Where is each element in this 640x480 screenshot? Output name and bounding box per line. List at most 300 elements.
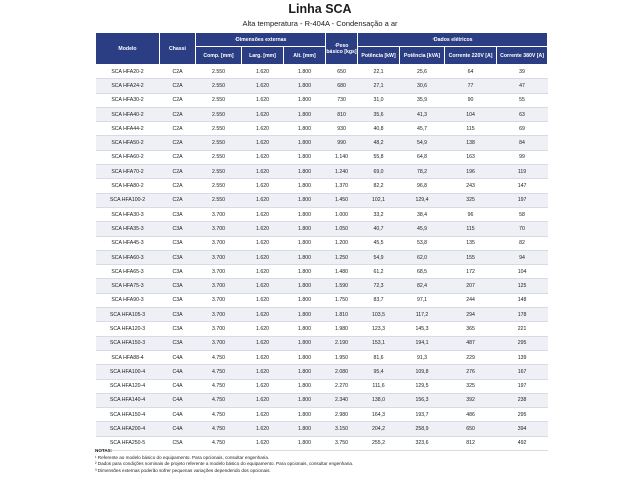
cell-corrente-380v: 55	[497, 93, 548, 107]
cell-comp: 4.750	[196, 436, 242, 450]
cell-chassi: C2A	[160, 93, 196, 107]
cell-comp: 3.700	[196, 236, 242, 250]
cell-modelo: SCA HFA105-3	[96, 308, 160, 322]
cell-comp: 4.750	[196, 379, 242, 393]
cell-potencia-kva: 323,6	[400, 436, 445, 450]
table-row	[96, 222, 548, 236]
cell-modelo: SCA HFA75-3	[96, 279, 160, 293]
cell-corrente-380v: 197	[497, 379, 548, 393]
cell-chassi: C3A	[160, 322, 196, 336]
cell-comp: 2.550	[196, 136, 242, 150]
cell-alt: 1.800	[284, 436, 326, 450]
cell-alt: 1.800	[284, 308, 326, 322]
cell-corrente-220v: 138	[445, 136, 497, 150]
cell-corrente-220v: 365	[445, 322, 497, 336]
cell-larg: 1.620	[242, 336, 284, 350]
cell-chassi: C2A	[160, 136, 196, 150]
cell-alt: 1.800	[284, 293, 326, 307]
cell-alt: 1.800	[284, 365, 326, 379]
cell-potencia-kw: 204,2	[358, 422, 400, 436]
cell-corrente-220v: 276	[445, 365, 497, 379]
cell-potencia-kw: 55,8	[358, 150, 400, 164]
cell-modelo: SCA HFA50-2	[96, 136, 160, 150]
cell-corrente-220v: 135	[445, 236, 497, 250]
cell-potencia-kw: 72,3	[358, 279, 400, 293]
cell-comp: 2.550	[196, 107, 242, 121]
cell-corrente-220v: 392	[445, 393, 497, 407]
cell-corrente-380v: 238	[497, 393, 548, 407]
cell-alt: 1.800	[284, 393, 326, 407]
cell-alt: 1.800	[284, 107, 326, 121]
page-subtitle: Alta temperatura - R-404A - Condensação a ar	[242, 19, 398, 28]
cell-alt: 1.800	[284, 408, 326, 422]
cell-corrente-380v: 39	[497, 65, 548, 79]
cell-chassi: C3A	[160, 207, 196, 221]
table-row	[96, 65, 548, 79]
cell-alt: 1.800	[284, 79, 326, 93]
cell-comp: 2.550	[196, 93, 242, 107]
cell-alt: 1.800	[284, 122, 326, 136]
cell-modelo: SCA HFA44-2	[96, 122, 160, 136]
table-row	[96, 165, 548, 179]
cell-larg: 1.620	[242, 408, 284, 422]
cell-potencia-kva: 78,2	[400, 165, 445, 179]
cell-corrente-380v: 139	[497, 350, 548, 364]
cell-comp: 2.550	[196, 165, 242, 179]
cell-peso: 3.750	[326, 436, 358, 450]
cell-corrente-220v: 64	[445, 65, 497, 79]
cell-potencia-kw: 33,2	[358, 207, 400, 221]
cell-corrente-380v: 63	[497, 107, 548, 121]
cell-potencia-kva: 145,3	[400, 322, 445, 336]
cell-chassi: C3A	[160, 308, 196, 322]
cell-corrente-220v: 115	[445, 122, 497, 136]
header-larg: Larg. [mm]	[242, 47, 284, 65]
cell-potencia-kw: 95,4	[358, 365, 400, 379]
header-dados-eletricos	[358, 33, 548, 47]
cell-modelo: SCA HFA60-2	[96, 150, 160, 164]
cell-corrente-220v: 77	[445, 79, 497, 93]
cell-potencia-kw: 123,3	[358, 322, 400, 336]
cell-modelo: SCA HFA45-3	[96, 236, 160, 250]
cell-larg: 1.620	[242, 207, 284, 221]
cell-alt: 1.800	[284, 265, 326, 279]
cell-corrente-380v: 47	[497, 79, 548, 93]
cell-comp: 2.550	[196, 150, 242, 164]
cell-chassi: C3A	[160, 250, 196, 264]
cell-comp: 4.750	[196, 408, 242, 422]
cell-chassi: C2A	[160, 79, 196, 93]
cell-larg: 1.620	[242, 150, 284, 164]
cell-potencia-kva: 64,8	[400, 150, 445, 164]
cell-larg: 1.620	[242, 265, 284, 279]
cell-larg: 1.620	[242, 107, 284, 121]
cell-comp: 4.750	[196, 422, 242, 436]
cell-larg: 1.620	[242, 293, 284, 307]
header-alt: Alt. [mm]	[284, 47, 326, 65]
cell-alt: 1.800	[284, 336, 326, 350]
cell-alt: 1.800	[284, 165, 326, 179]
cell-chassi: C3A	[160, 236, 196, 250]
cell-peso: 1.590	[326, 279, 358, 293]
cell-larg: 1.620	[242, 222, 284, 236]
cell-larg: 1.620	[242, 322, 284, 336]
cell-chassi: C2A	[160, 122, 196, 136]
cell-peso: 1.200	[326, 236, 358, 250]
cell-corrente-220v: 325	[445, 379, 497, 393]
cell-alt: 1.800	[284, 179, 326, 193]
cell-corrente-220v: 486	[445, 408, 497, 422]
cell-chassi: C2A	[160, 150, 196, 164]
cell-corrente-380v: 197	[497, 193, 548, 207]
cell-alt: 1.800	[284, 279, 326, 293]
cell-corrente-380v: 104	[497, 265, 548, 279]
cell-larg: 1.620	[242, 350, 284, 364]
cell-peso: 3.150	[326, 422, 358, 436]
cell-potencia-kva: 62,0	[400, 250, 445, 264]
cell-potencia-kva: 109,8	[400, 365, 445, 379]
cell-chassi: C4A	[160, 379, 196, 393]
cell-potencia-kw: 102,1	[358, 193, 400, 207]
cell-chassi: C5A	[160, 436, 196, 450]
cell-comp: 2.550	[196, 122, 242, 136]
cell-potencia-kva: 25,6	[400, 65, 445, 79]
note-line: ¹ Referente ao modelo básico do equipamento. Para opcionais, consultar engenharia.	[95, 454, 270, 460]
cell-potencia-kw: 45,5	[358, 236, 400, 250]
cell-potencia-kva: 41,3	[400, 107, 445, 121]
header-corrente-380v: Corrente 380V [A]	[497, 47, 548, 65]
cell-potencia-kw: 138,0	[358, 393, 400, 407]
cell-comp: 4.750	[196, 365, 242, 379]
table-row	[96, 379, 548, 393]
note-line: ² Dados para condições nominais de projeto referente a modelo básico do equipamento. Para opcionais, consultar engenharia.	[95, 461, 354, 467]
cell-corrente-220v: 294	[445, 308, 497, 322]
cell-comp: 2.550	[196, 179, 242, 193]
cell-potencia-kw: 82,2	[358, 179, 400, 193]
cell-potencia-kva: 91,3	[400, 350, 445, 364]
cell-modelo: SCA HFA90-3	[96, 293, 160, 307]
cell-chassi: C2A	[160, 193, 196, 207]
cell-corrente-380v: 148	[497, 293, 548, 307]
cell-modelo: SCA HFA35-3	[96, 222, 160, 236]
cell-comp: 2.550	[196, 193, 242, 207]
cell-corrente-220v: 812	[445, 436, 497, 450]
cell-chassi: C2A	[160, 179, 196, 193]
cell-corrente-220v: 104	[445, 107, 497, 121]
cell-corrente-220v: 229	[445, 350, 497, 364]
cell-potencia-kva: 68,5	[400, 265, 445, 279]
cell-comp: 3.700	[196, 207, 242, 221]
cell-modelo: SCA HFA30-2	[96, 93, 160, 107]
cell-peso: 1.750	[326, 293, 358, 307]
cell-alt: 1.800	[284, 350, 326, 364]
cell-comp: 3.700	[196, 250, 242, 264]
cell-potencia-kva: 53,8	[400, 236, 445, 250]
table-row	[96, 122, 548, 136]
cell-alt: 1.800	[284, 422, 326, 436]
cell-chassi: C2A	[160, 65, 196, 79]
cell-larg: 1.620	[242, 393, 284, 407]
cell-alt: 1.800	[284, 222, 326, 236]
cell-corrente-380v: 82	[497, 236, 548, 250]
cell-larg: 1.620	[242, 179, 284, 193]
cell-potencia-kw: 103,5	[358, 308, 400, 322]
table-row	[96, 422, 548, 436]
cell-alt: 1.800	[284, 236, 326, 250]
cell-peso: 2.080	[326, 365, 358, 379]
cell-larg: 1.620	[242, 279, 284, 293]
cell-corrente-380v: 221	[497, 322, 548, 336]
cell-corrente-220v: 207	[445, 279, 497, 293]
cell-larg: 1.620	[242, 93, 284, 107]
cell-potencia-kva: 45,7	[400, 122, 445, 136]
cell-corrente-220v: 96	[445, 207, 497, 221]
cell-chassi: C3A	[160, 222, 196, 236]
cell-modelo: SCA HFA20-2	[96, 65, 160, 79]
cell-peso: 730	[326, 93, 358, 107]
cell-corrente-220v: 155	[445, 250, 497, 264]
cell-potencia-kva: 129,4	[400, 193, 445, 207]
cell-larg: 1.620	[242, 308, 284, 322]
cell-peso: 1.140	[326, 150, 358, 164]
cell-corrente-380v: 295	[497, 408, 548, 422]
cell-modelo: SCA HFA200-4	[96, 422, 160, 436]
cell-potencia-kw: 111,6	[358, 379, 400, 393]
cell-peso: 1.370	[326, 179, 358, 193]
table-row	[96, 293, 548, 307]
notes-title: NOTAS:	[95, 448, 113, 453]
cell-corrente-380v: 492	[497, 436, 548, 450]
header-dimensoes-label: Dimensões externas	[235, 36, 287, 43]
cell-chassi: C2A	[160, 165, 196, 179]
cell-larg: 1.620	[242, 165, 284, 179]
cell-peso: 650	[326, 65, 358, 79]
table-row	[96, 79, 548, 93]
cell-potencia-kva: 97,1	[400, 293, 445, 307]
cell-alt: 1.800	[284, 65, 326, 79]
cell-corrente-220v: 163	[445, 150, 497, 164]
cell-modelo: SCA HFA250-5	[96, 436, 160, 450]
cell-larg: 1.620	[242, 422, 284, 436]
cell-peso: 2.270	[326, 379, 358, 393]
cell-modelo: SCA HFA70-2	[96, 165, 160, 179]
cell-corrente-220v: 650	[445, 422, 497, 436]
table-row	[96, 336, 548, 350]
header-chassi: Chassi	[160, 33, 196, 65]
table-row	[96, 93, 548, 107]
cell-potencia-kva: 54,9	[400, 136, 445, 150]
cell-chassi: C4A	[160, 422, 196, 436]
header-peso-note-mark: ¹	[334, 42, 336, 48]
cell-potencia-kw: 48,2	[358, 136, 400, 150]
cell-potencia-kva: 193,7	[400, 408, 445, 422]
cell-larg: 1.620	[242, 193, 284, 207]
cell-potencia-kva: 129,5	[400, 379, 445, 393]
cell-corrente-380v: 178	[497, 308, 548, 322]
header-potencia-kw: Potência [kW]	[358, 47, 400, 65]
cell-peso: 1.950	[326, 350, 358, 364]
cell-comp: 3.700	[196, 336, 242, 350]
cell-peso: 1.240	[326, 165, 358, 179]
cell-alt: 1.800	[284, 193, 326, 207]
cell-alt: 1.800	[284, 136, 326, 150]
cell-potencia-kw: 31,0	[358, 93, 400, 107]
cell-larg: 1.620	[242, 379, 284, 393]
cell-corrente-380v: 147	[497, 179, 548, 193]
cell-corrente-220v: 487	[445, 336, 497, 350]
cell-peso: 2.980	[326, 408, 358, 422]
header-dimensoes-note-mark: ¹	[234, 36, 236, 42]
cell-corrente-380v: 295	[497, 336, 548, 350]
cell-modelo: SCA HFA30-3	[96, 207, 160, 221]
cell-modelo: SCA HFA80-2	[96, 179, 160, 193]
cell-peso: 2.340	[326, 393, 358, 407]
cell-corrente-380v: 94	[497, 250, 548, 264]
cell-peso: 680	[326, 79, 358, 93]
cell-corrente-220v: 244	[445, 293, 497, 307]
note-line: ³ Dimensões externas poderão sofrer pequenas variações dependendo dos opcionais.	[95, 467, 271, 473]
header-peso-label: Peso básico [kgs]	[326, 42, 357, 55]
cell-peso: 1.810	[326, 308, 358, 322]
cell-potencia-kw: 81,6	[358, 350, 400, 364]
header-dados-note-mark: ²	[432, 36, 434, 42]
cell-corrente-380v: 99	[497, 150, 548, 164]
cell-peso: 810	[326, 107, 358, 121]
spec-table-body	[96, 65, 548, 451]
header-dados-label: Dados elétricos	[433, 36, 473, 43]
cell-chassi: C4A	[160, 408, 196, 422]
cell-chassi: C4A	[160, 350, 196, 364]
cell-corrente-380v: 58	[497, 207, 548, 221]
cell-potencia-kva: 30,6	[400, 79, 445, 93]
cell-chassi: C4A	[160, 365, 196, 379]
cell-potencia-kva: 194,1	[400, 336, 445, 350]
cell-modelo: SCA HFA140-4	[96, 393, 160, 407]
cell-peso: 1.480	[326, 265, 358, 279]
cell-comp: 3.700	[196, 308, 242, 322]
notes	[95, 448, 353, 474]
cell-comp: 4.750	[196, 350, 242, 364]
cell-peso: 1.050	[326, 222, 358, 236]
cell-comp: 4.750	[196, 393, 242, 407]
cell-potencia-kva: 156,3	[400, 393, 445, 407]
page-title: Linha SCA	[288, 2, 352, 16]
cell-comp: 3.700	[196, 265, 242, 279]
cell-peso: 1.450	[326, 193, 358, 207]
header-dimensoes	[196, 33, 326, 47]
cell-modelo: SCA HFA65-3	[96, 265, 160, 279]
cell-peso: 2.190	[326, 336, 358, 350]
cell-potencia-kva: 96,8	[400, 179, 445, 193]
cell-comp: 3.700	[196, 322, 242, 336]
table-row	[96, 179, 548, 193]
cell-potencia-kva: 82,4	[400, 279, 445, 293]
cell-larg: 1.620	[242, 236, 284, 250]
cell-corrente-380v: 119	[497, 165, 548, 179]
cell-corrente-220v: 172	[445, 265, 497, 279]
table-row	[96, 150, 548, 164]
cell-chassi: C3A	[160, 265, 196, 279]
cell-alt: 1.800	[284, 93, 326, 107]
header-modelo: Modelo	[96, 33, 160, 65]
cell-peso: 930	[326, 122, 358, 136]
table-row	[96, 322, 548, 336]
cell-potencia-kw: 54,9	[358, 250, 400, 264]
header-potencia-kva: Potência [kVA]	[400, 47, 445, 65]
cell-chassi: C3A	[160, 336, 196, 350]
cell-modelo: SCA HFA100-4	[96, 365, 160, 379]
cell-potencia-kw: 27,1	[358, 79, 400, 93]
cell-potencia-kw: 69,0	[358, 165, 400, 179]
table-row	[96, 279, 548, 293]
table-row	[96, 136, 548, 150]
table-row	[96, 265, 548, 279]
cell-corrente-380v: 125	[497, 279, 548, 293]
cell-chassi: C4A	[160, 393, 196, 407]
table-row	[96, 350, 548, 364]
header-comp: Comp. [mm]	[196, 47, 242, 65]
cell-modelo: SCA HFA88-4	[96, 350, 160, 364]
table-row	[96, 393, 548, 407]
cell-alt: 1.800	[284, 250, 326, 264]
table-row	[96, 250, 548, 264]
cell-comp: 3.700	[196, 279, 242, 293]
cell-larg: 1.620	[242, 436, 284, 450]
cell-alt: 1.800	[284, 322, 326, 336]
cell-corrente-380v: 69	[497, 122, 548, 136]
cell-corrente-220v: 196	[445, 165, 497, 179]
cell-potencia-kw: 40,7	[358, 222, 400, 236]
cell-potencia-kw: 164,3	[358, 408, 400, 422]
cell-larg: 1.620	[242, 79, 284, 93]
cell-potencia-kva: 35,9	[400, 93, 445, 107]
cell-potencia-kva: 258,9	[400, 422, 445, 436]
cell-modelo: SCA HFA24-2	[96, 79, 160, 93]
cell-comp: 3.700	[196, 293, 242, 307]
cell-comp: 3.700	[196, 222, 242, 236]
cell-larg: 1.620	[242, 365, 284, 379]
cell-potencia-kw: 255,2	[358, 436, 400, 450]
cell-peso: 1.000	[326, 207, 358, 221]
cell-corrente-220v: 243	[445, 179, 497, 193]
table-row	[96, 193, 548, 207]
cell-modelo: SCA HFA150-3	[96, 336, 160, 350]
table-row	[96, 207, 548, 221]
cell-potencia-kva: 117,2	[400, 308, 445, 322]
cell-corrente-380v: 84	[497, 136, 548, 150]
cell-larg: 1.620	[242, 65, 284, 79]
cell-peso: 1.250	[326, 250, 358, 264]
cell-modelo: SCA HFA120-3	[96, 322, 160, 336]
cell-larg: 1.620	[242, 122, 284, 136]
cell-modelo: SCA HFA120-4	[96, 379, 160, 393]
cell-chassi: C2A	[160, 107, 196, 121]
cell-potencia-kw: 35,6	[358, 107, 400, 121]
cell-corrente-380v: 70	[497, 222, 548, 236]
cell-potencia-kw: 83,7	[358, 293, 400, 307]
cell-peso: 1.980	[326, 322, 358, 336]
cell-modelo: SCA HFA60-3	[96, 250, 160, 264]
cell-larg: 1.620	[242, 250, 284, 264]
cell-potencia-kw: 40,8	[358, 122, 400, 136]
cell-modelo: SCA HFA100-2	[96, 193, 160, 207]
cell-potencia-kva: 38,4	[400, 207, 445, 221]
table-row	[96, 236, 548, 250]
cell-chassi: C3A	[160, 293, 196, 307]
table-row	[96, 408, 548, 422]
cell-corrente-220v: 115	[445, 222, 497, 236]
cell-alt: 1.800	[284, 379, 326, 393]
